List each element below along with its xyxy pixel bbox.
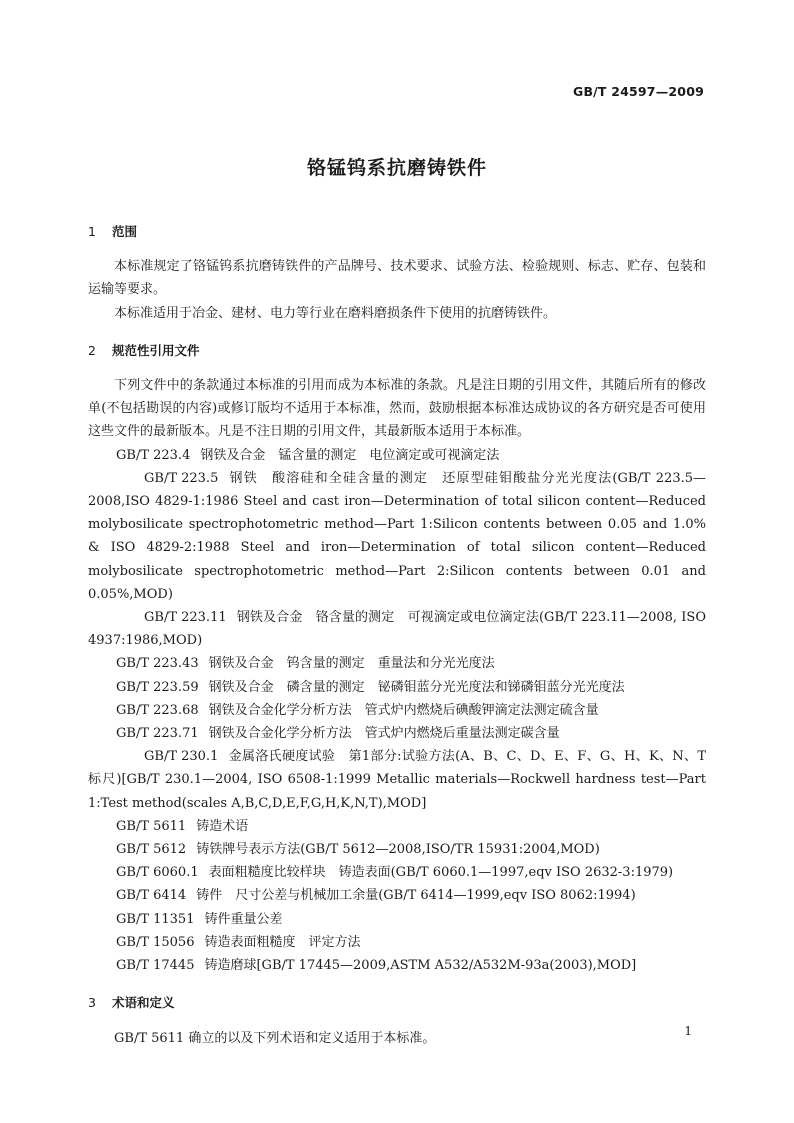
reference-title: 铸件重量公差 [204, 911, 283, 927]
reference-item [88, 838, 706, 861]
reference-title: 铸造术语 [196, 818, 249, 834]
reference-item [88, 676, 706, 699]
reference-title: 钢铁及合金 铬含量的测定 可视滴定或电位滴定法(GB/T 223.11—2008, ISO 4937:1986,MOD) [88, 610, 706, 649]
document-body [88, 220, 706, 1050]
reference-item [88, 699, 706, 722]
section-title: 术语和定义 [112, 995, 175, 1011]
reference-code: GB/T 223.4 [116, 447, 191, 463]
reference-item [88, 745, 706, 815]
reference-title: 钢铁及合金 钨含量的测定 重量法和分光光度法 [208, 656, 495, 672]
reference-title: 铸造磨球[GB/T 17445—2009,ASTM A532/A532M-93a(2003),MOD] [204, 958, 637, 974]
reference-code: GB/T 6060.1 [116, 865, 199, 881]
paragraph: 下列文件中的条款通过本标准的引用而成为本标准的条款。凡是注日期的引用文件，其随后所有的修改单(不包括勘误的内容)或修订版均不适用于本标准，然而，鼓励根据本标准达成协议的各方研究是否可使用这些文件的最新版本。凡是不注日期的引用文件，其最新版本适用于本标准。 [88, 378, 706, 440]
reference-title: 钢铁及合金 磷含量的测定 铋磷钼蓝分光光度法和锑磷钼蓝分光光度法 [208, 679, 625, 695]
section-title: 规范性引用文件 [112, 342, 200, 358]
reference-title: 钢铁及合金化学分析方法 管式炉内燃烧后碘酸钾滴定法测定硫含量 [208, 702, 599, 718]
reference-code: GB/T 6414 [116, 888, 187, 904]
reference-code: GB/T 223.59 [116, 679, 199, 695]
reference-item [88, 908, 706, 931]
reference-title: 钢铁及合金化学分析方法 管式炉内燃烧后重量法测定碳含量 [208, 726, 560, 742]
reference-list [88, 444, 706, 978]
reference-title: 铸件 尺寸公差与机械加工余量(GB/T 6414—1999,eqv ISO 8062:1994) [196, 888, 636, 904]
section-number: 1 [88, 224, 96, 239]
paragraph: 本标准适用于冶金、建材、电力等行业在磨料磨损条件下使用的抗磨铸铁件。 [114, 305, 557, 321]
reference-code: GB/T 11351 [116, 911, 195, 927]
reference-code: GB/T 223.11 [144, 610, 227, 626]
section-number: 3 [88, 995, 96, 1011]
reference-code: GB/T 230.1 [144, 749, 219, 765]
section-heading-terms-definitions [88, 991, 706, 1014]
section-heading-normative-references [88, 339, 706, 362]
reference-item [88, 606, 706, 652]
document-title: 铬锰钨系抗磨铸铁件 [306, 157, 487, 179]
reference-title: 表面粗糙度比较样块 铸造表面(GB/T 6060.1—1997,eqv ISO 2632-3:1979) [208, 865, 674, 881]
reference-item [88, 444, 706, 467]
reference-item [88, 652, 706, 675]
reference-code: GB/T 5612 [116, 842, 187, 858]
reference-title: 金属洛氏硬度试验 第1部分:试验方法(A、B、C、D、E、F、G、H、K、N、T标尺)[GB/T 230.1—2004, ISO 6508-1:1999 Metallic materials—Rockwell hardness test—Part 1:Test method(scales A,B,C,D,E,F,G,H,K,N,T),MOD] [88, 749, 706, 811]
page-number: 1 [684, 1024, 692, 1038]
reference-item [88, 467, 706, 606]
reference-item [88, 931, 706, 954]
reference-item [88, 954, 706, 977]
paragraph: GB/T 5611 确立的以及下列术语和定义适用于本标准。 [114, 1030, 436, 1046]
reference-item [88, 861, 706, 884]
reference-code: GB/T 223.68 [116, 702, 199, 718]
reference-item [88, 815, 706, 838]
reference-code: GB/T 15056 [116, 934, 195, 950]
reference-code: GB/T 223.71 [116, 726, 199, 742]
reference-title: 铸造表面粗糙度 评定方法 [204, 934, 361, 950]
paragraph: 本标准规定了铬锰钨系抗磨铸铁件的产品牌号、技术要求、试验方法、检验规则、标志、贮存、包装和运输等要求。 [88, 259, 706, 298]
reference-item [88, 722, 706, 745]
standard-code: GB/T 24597—2009 [572, 84, 704, 99]
reference-item [88, 884, 706, 907]
reference-code: GB/T 223.43 [116, 656, 199, 672]
reference-code: GB/T 223.5 [144, 470, 219, 486]
reference-title: 钢铁及合金 锰含量的测定 电位滴定或可视滴定法 [200, 447, 500, 463]
section-number: 2 [88, 342, 96, 358]
reference-code: GB/T 17445 [116, 958, 195, 974]
reference-title: 钢铁 酸溶硅和全硅含量的测定 还原型硅钼酸盐分光光度法(GB/T 223.5—2008,ISO 4829-1:1986 Steel and cast iron—Determination of total silicon content—Reduced molybosilicate spectrophotometric method—Part 1:Silicon contents between 0.05 and 1.0% & ISO 4829-2:1988 Steel and iron—Determination of total silicon content—Reduced molybosilicate spectrophotometric method—Part 2:Silicon contents between 0.01 and 0.05%,MOD) [88, 470, 706, 602]
section-title: 范围 [112, 224, 138, 239]
reference-title: 铸铁牌号表示方法(GB/T 5612—2008,ISO/TR 15931:2004,MOD) [196, 842, 600, 858]
section-heading-scope [88, 220, 706, 243]
reference-code: GB/T 5611 [116, 818, 187, 834]
